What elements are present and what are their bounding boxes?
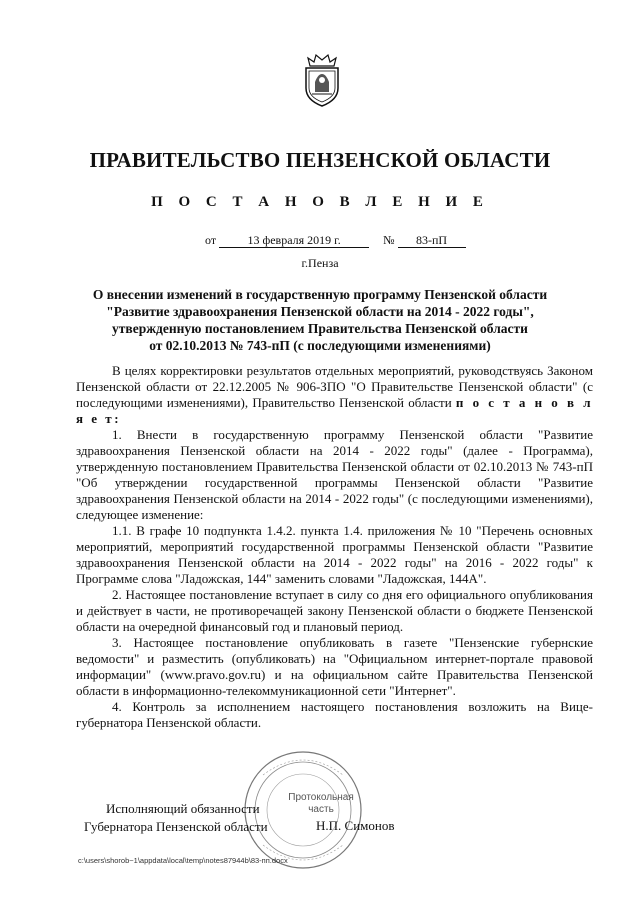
signatory-title-line1: Исполняющий обязанности [106,801,260,816]
stamp-line: часть [308,804,334,815]
heading-line: от 02.10.2013 № 743-пП (с последующими изменениями) [149,338,491,353]
stamp-text [276,792,366,816]
heading-line: утвержденную постановлением Правительства Пензенской области [112,321,528,336]
heading-line: О внесении изменений в государственную программу Пензенской области [92,287,548,302]
document-heading [60,286,580,354]
paragraph-1: 1. Внести в государственную программу Пензенской области "Развитие здравоохранения Пензенской области на 2014 - 2022 годы" (далее - Программа), утвержденную постановлением Правительства Пензенской области от 02.10.2013 № 743-пП "Об утверждении государственной программы Пензенской области "Развитие здравоохранения Пензенской области на 2014 - 2022 годы" (с последующими изменениями), следующее изменение: [76,427,593,522]
signature-block [84,800,268,836]
date-prefix: от [205,233,217,247]
file-path: c:\users\shorob~1\appdata\local\temp\notes87944b\83-пп.docx [78,856,288,865]
intro-paragraph [76,363,593,427]
number-sign: № [383,233,395,247]
document-date: 13 февраля 2019 г. [219,233,369,248]
stamp-line: Протокольная [288,792,354,803]
signatory-title-line2: Губернатора Пензенской области [84,819,268,834]
document-body [76,363,593,731]
document-type: П О С Т А Н О В Л Е Н И Е [151,194,489,210]
document-number: 83-пП [398,233,466,248]
heading-line: "Развитие здравоохранения Пензенской области на 2014 - 2022 годы", [106,304,534,319]
decree-word: п о с т а н о в л я е т: [76,395,594,426]
coat-of-arms-icon [300,52,344,108]
paragraph-4: 4. Контроль за исполнением настоящего постановления возложить на Вице-губернатора Пензенской области. [76,699,593,730]
paragraph-3: 3. Настоящее постановление опубликовать в газете "Пензенские губернские ведомости" и разместить (опубликовать) на "Официальном интернет-портале правовой информации" (www.pravo.gov.ru) и на официальном сайте Правительства Пензенской области в информационно-телекоммуникационной сети "Интернет". [76,635,593,698]
date-line [205,233,466,248]
page-title: ПРАВИТЕЛЬСТВО ПЕНЗЕНСКОЙ ОБЛАСТИ [89,148,551,172]
intro-text: В целях корректировки результатов отдельных мероприятий, руководствуясь Законом Пензенской области от 22.12.2005 № 906-ЗПО "О Правительстве Пензенской области" (с последующими изменениями), Правительство Пензенской области [76,363,593,410]
city: г.Пенза [301,256,339,270]
paragraph-1-1: 1.1. В графе 10 подпункта 1.4.2. пункта 1.4. приложения № 10 "Перечень основных мероприятий, мероприятий государственной программы Пензенской области "Развитие здравоохранения Пензенской области на 2014 - 2022 годы" на 2016 - 2022 годы" к Программе слова "Ладожская, 144" заменить словами "Ладожская, 144А". [76,523,593,586]
paragraph-2: 2. Настоящее постановление вступает в силу со дня его официального опубликования и действует в части, не противоречащей закону Пензенской области о бюджете Пензенской области на очередной финансовый год и плановый период. [76,587,593,634]
signatory-name: Н.П. Симонов [316,818,395,833]
